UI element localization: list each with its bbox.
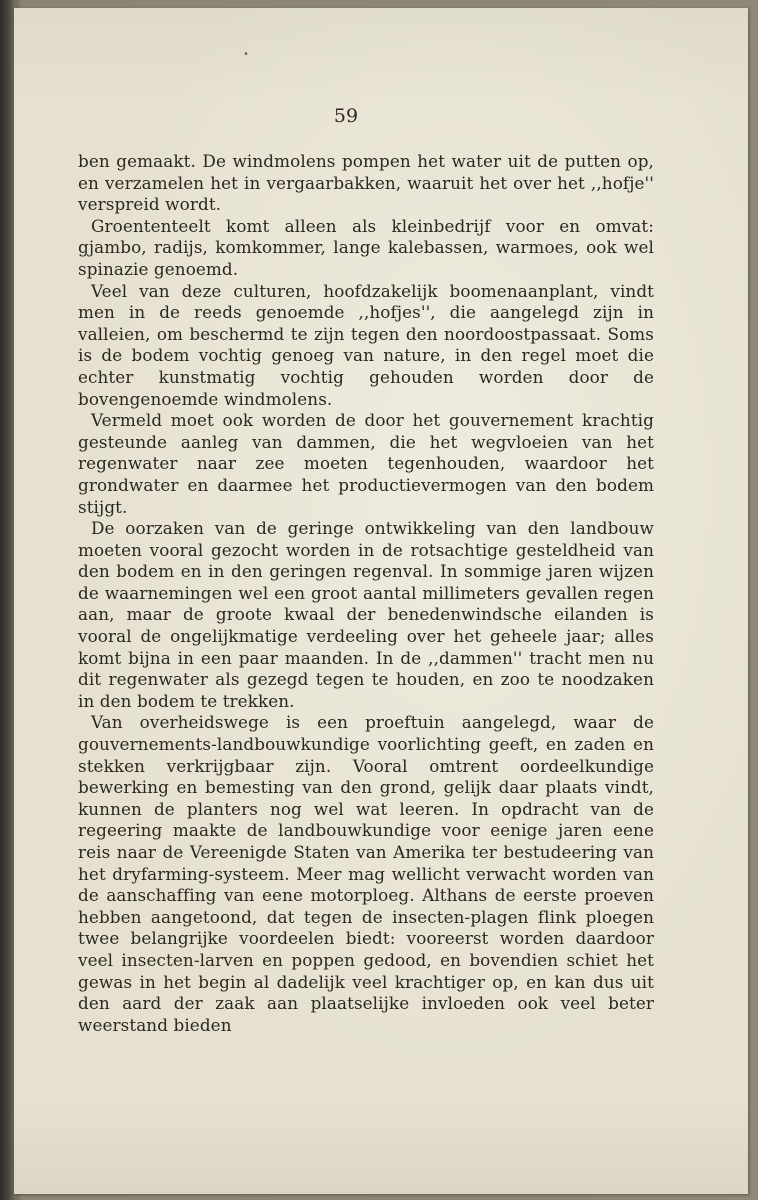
speck-mark: • xyxy=(243,49,249,60)
paragraph-3: Veel van deze culturen, hoofdzakelijk boomenaanplant, vindt men in de reeds genoemde ,,hofjes'', die aangelegd zijn in valleien, om beschermd te zijn tegen den noordoostpassaat. Soms is de bodem vochtig genoeg van nature, in den regel moet die echter kunstmatig vochtig gehouden worden door de bovengenoemde windmolens. xyxy=(78,280,654,409)
body-text xyxy=(78,151,654,1036)
paragraph-1: ben gemaakt. De windmolens pompen het water uit de putten op, en verzamelen het in vergaarbakken, waaruit het over het ,,hofje'' verspreid wordt. xyxy=(78,151,654,215)
paragraph-4: Vermeld moet ook worden de door het gouvernement krachtig gesteunde aanleg van dammen, die het wegvloeien van het regenwater naar zee moeten tegenhouden, waardoor het grondwater en daarmee het productievermogen van den bodem stijgt. xyxy=(78,410,654,517)
paragraph-5: De oorzaken van de geringe ontwikkeling van den landbouw moeten vooral gezocht worden in de rotsachtige gesteldheid van den bodem en in den geringen regenval. In sommige jaren wijzen de waarnemingen wel een groot aantal millimeters gevallen regen aan, maar de groote kwaal der benedenwindsche eilanden is vooral de ongelijkmatige verdeeling over het geheele jaar; alles komt bijna in een paar maanden. In de ,,dammen'' tracht men nu dit regenwater als gezegd tegen te houden, en zoo te noodzaken in den bodem te trekken. xyxy=(78,518,654,711)
book-page xyxy=(14,8,748,1194)
paragraph-2: Groententeelt komt alleen als kleinbedrijf voor en omvat: gjambo, radijs, komkommer, lange kalebassen, warmoes, ook wel spinazie genoemd. xyxy=(78,215,654,279)
paragraph-6: Van overheidswege is een proeftuin aangelegd, waar de gouvernements-landbouwkundige voorlichting geeft, en zaden en stekken verkrijgbaar zijn. Vooral omtrent oordeelkundige bewerking en bemesting van den grond, gelijk daar plaats vindt, kunnen de planters nog wel wat leeren. In opdracht van de regeering maakte de landbouwkundige voor eenige jaren eene reis naar de Vereenigde Staten van Amerika ter bestudeering van het dryfarming-systeem. Meer mag wellicht verwacht worden van de aanschaffing van eene motorploeg. Althans de eerste proeven hebben aangetoond, dat tegen de insecten-plagen flink ploegen twee belangrijke voordeelen biedt: vooreerst worden daardoor veel insecten-larven en poppen gedood, en bovendien schiet het gewas in het begin al dadelijk veel krachtiger op, en kan dus uit den aard der zaak aan plaatselijke invloeden ook veel beter weerstand bieden xyxy=(78,712,654,1035)
page-number: 59 xyxy=(333,105,359,127)
